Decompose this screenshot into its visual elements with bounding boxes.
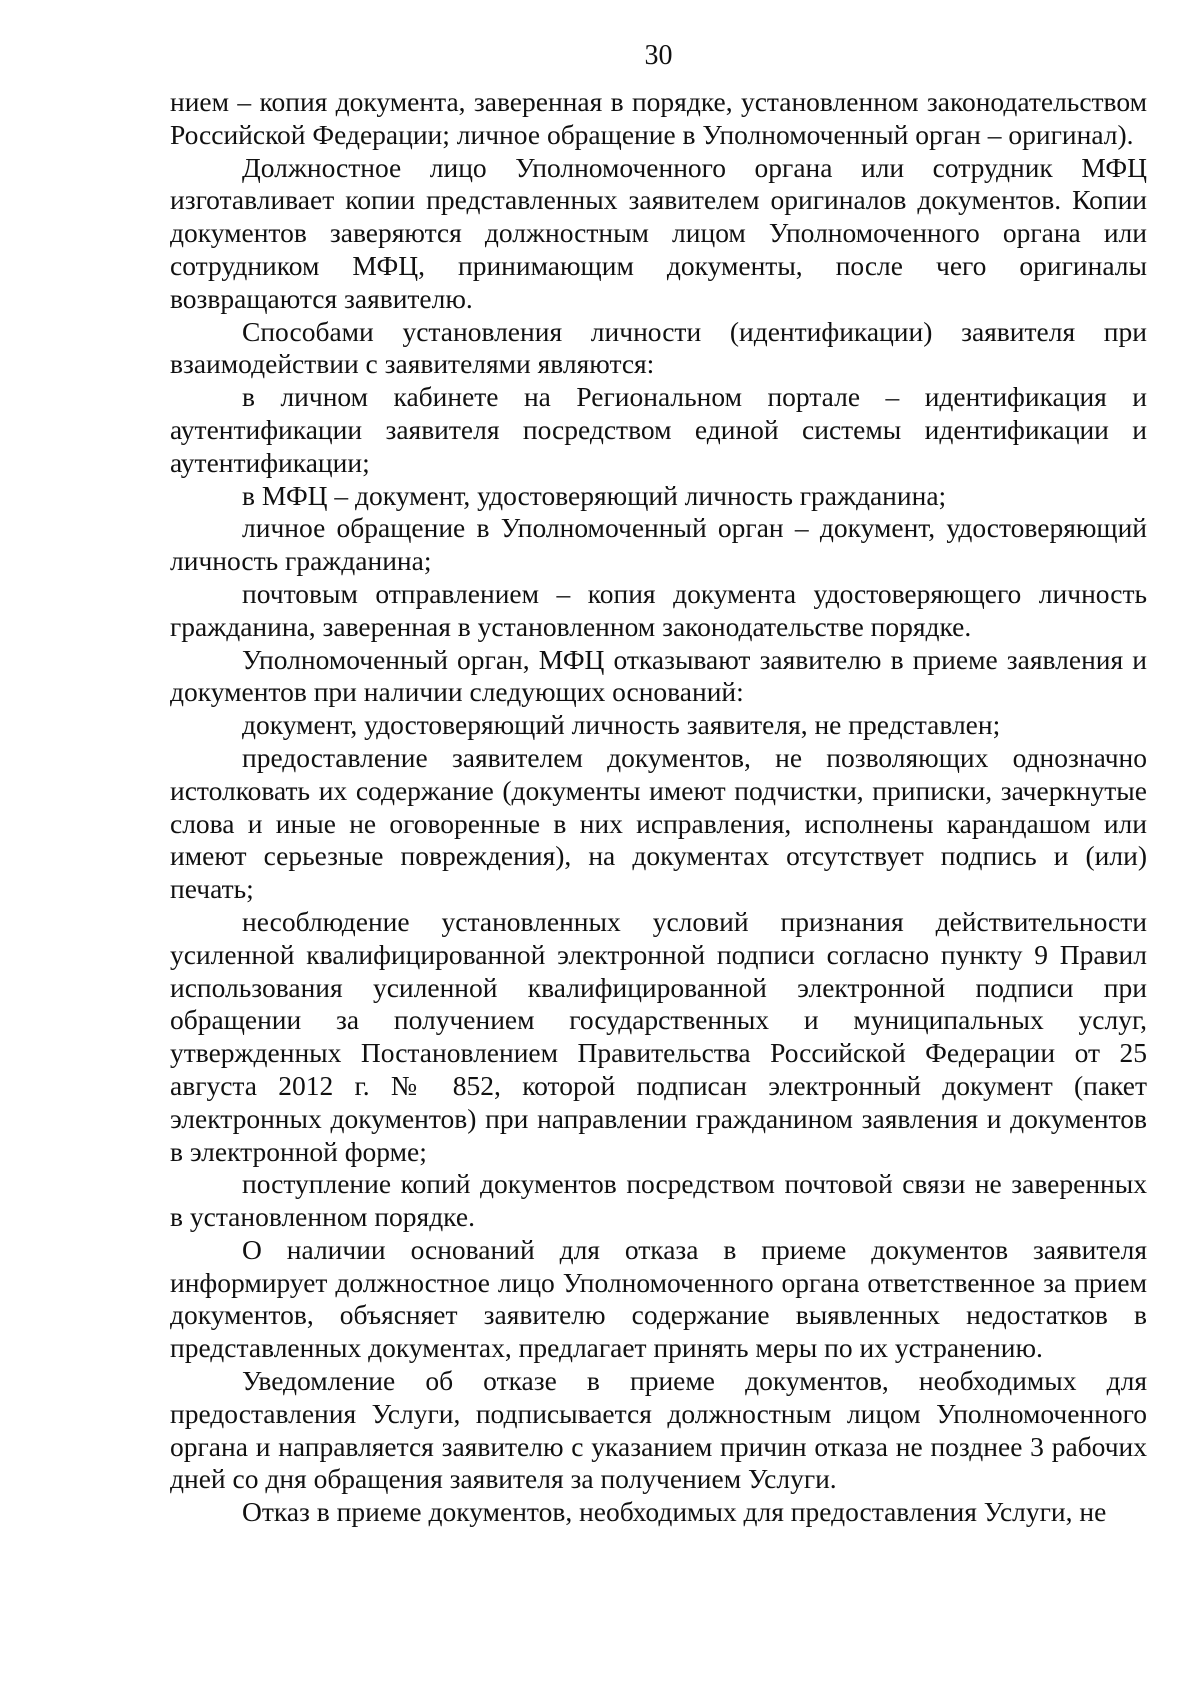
page-number: 30 [644, 40, 673, 71]
paragraph-9: документ, удостоверяющий личность заявителя, не представлен; [242, 709, 1001, 741]
paragraph-1: нием – копия документа, заверенная в порядке, установленном законодательством Российской Федерации; личное обращение в Уполномоченный орган – оригинал). [170, 86, 1147, 150]
paragraph-11: несоблюдение установленных условий признания действительности усиленной квалифицированной электронной подписи согласно пункту 9 Правил использования усиленной квалифицированной электронной подписи при обращении за получением государственных и муниципальных услуг, утвержденных Постановлением Правительства Российской Федерации от 25 августа 2012 г. № 852, которой подписан электронный документ (пакет электронных документов) при направлении гражданином заявления и документов в электронной форме; [170, 905, 1147, 1167]
paragraph-5: в МФЦ – документ, удостоверяющий личность гражданина; [242, 479, 947, 511]
paragraph-15: Отказ в приеме документов, необходимых для предоставления Услуги, не [242, 1496, 1107, 1528]
paragraph-8: Уполномоченный орган, МФЦ отказывают заявителю в приеме заявления и документов при наличии следующих оснований: [170, 643, 1147, 708]
paragraph-2: Должностное лицо Уполномоченного органа или сотрудник МФЦ изготавливает копии представленных заявителем оригиналов документов. Копии документов заверяются должностным лицом Уполномоченного органа или сотрудником МФЦ, принимающим документы, после чего оригиналы возвращаются заявителю. [170, 151, 1147, 314]
paragraph-4: в личном кабинете на Региональном портале – идентификация и аутентификации заявителя посредством единой системы идентификации и аутентификации; [170, 381, 1147, 478]
paragraph-10: предоставление заявителем документов, не позволяющих однозначно истолковать их содержание (документы имеют подчистки, приписки, зачеркнутые слова и иные не оговоренные в них исправления, исполнены карандашом или имеют серьезные повреждения), на документах отсутствует подпись и (или) печать; [170, 741, 1147, 905]
paragraph-13: О наличии оснований для отказа в приеме документов заявителя информирует должностное лицо Уполномоченного органа ответственное за прием документов, объясняет заявителю содержание выявленных недостатков в представленных документах, предлагает принять меры по их устранению. [170, 1233, 1147, 1364]
paragraph-14: Уведомление об отказе в приеме документов, необходимых для предоставления Услуги, подписывается должностным лицом Уполномоченного органа и направляется заявителю с указанием причин отказа не позднее 3 рабочих дней со дня обращения заявителя за получением Услуги. [170, 1365, 1147, 1495]
paragraph-12: поступление копий документов посредством почтовой связи не заверенных в установленном порядке. [170, 1168, 1147, 1233]
paragraph-6: личное обращение в Уполномоченный орган – документ, удостоверяющий личность гражданина; [170, 512, 1147, 577]
paragraph-3: Способами установления личности (идентификации) заявителя при взаимодействии с заявителями являются: [170, 315, 1147, 380]
paragraph-7: почтовым отправлением – копия документа удостоверяющего личность гражданина, заверенная в установленном законодательстве порядке. [170, 577, 1147, 642]
document-page [170, 40, 1147, 1529]
